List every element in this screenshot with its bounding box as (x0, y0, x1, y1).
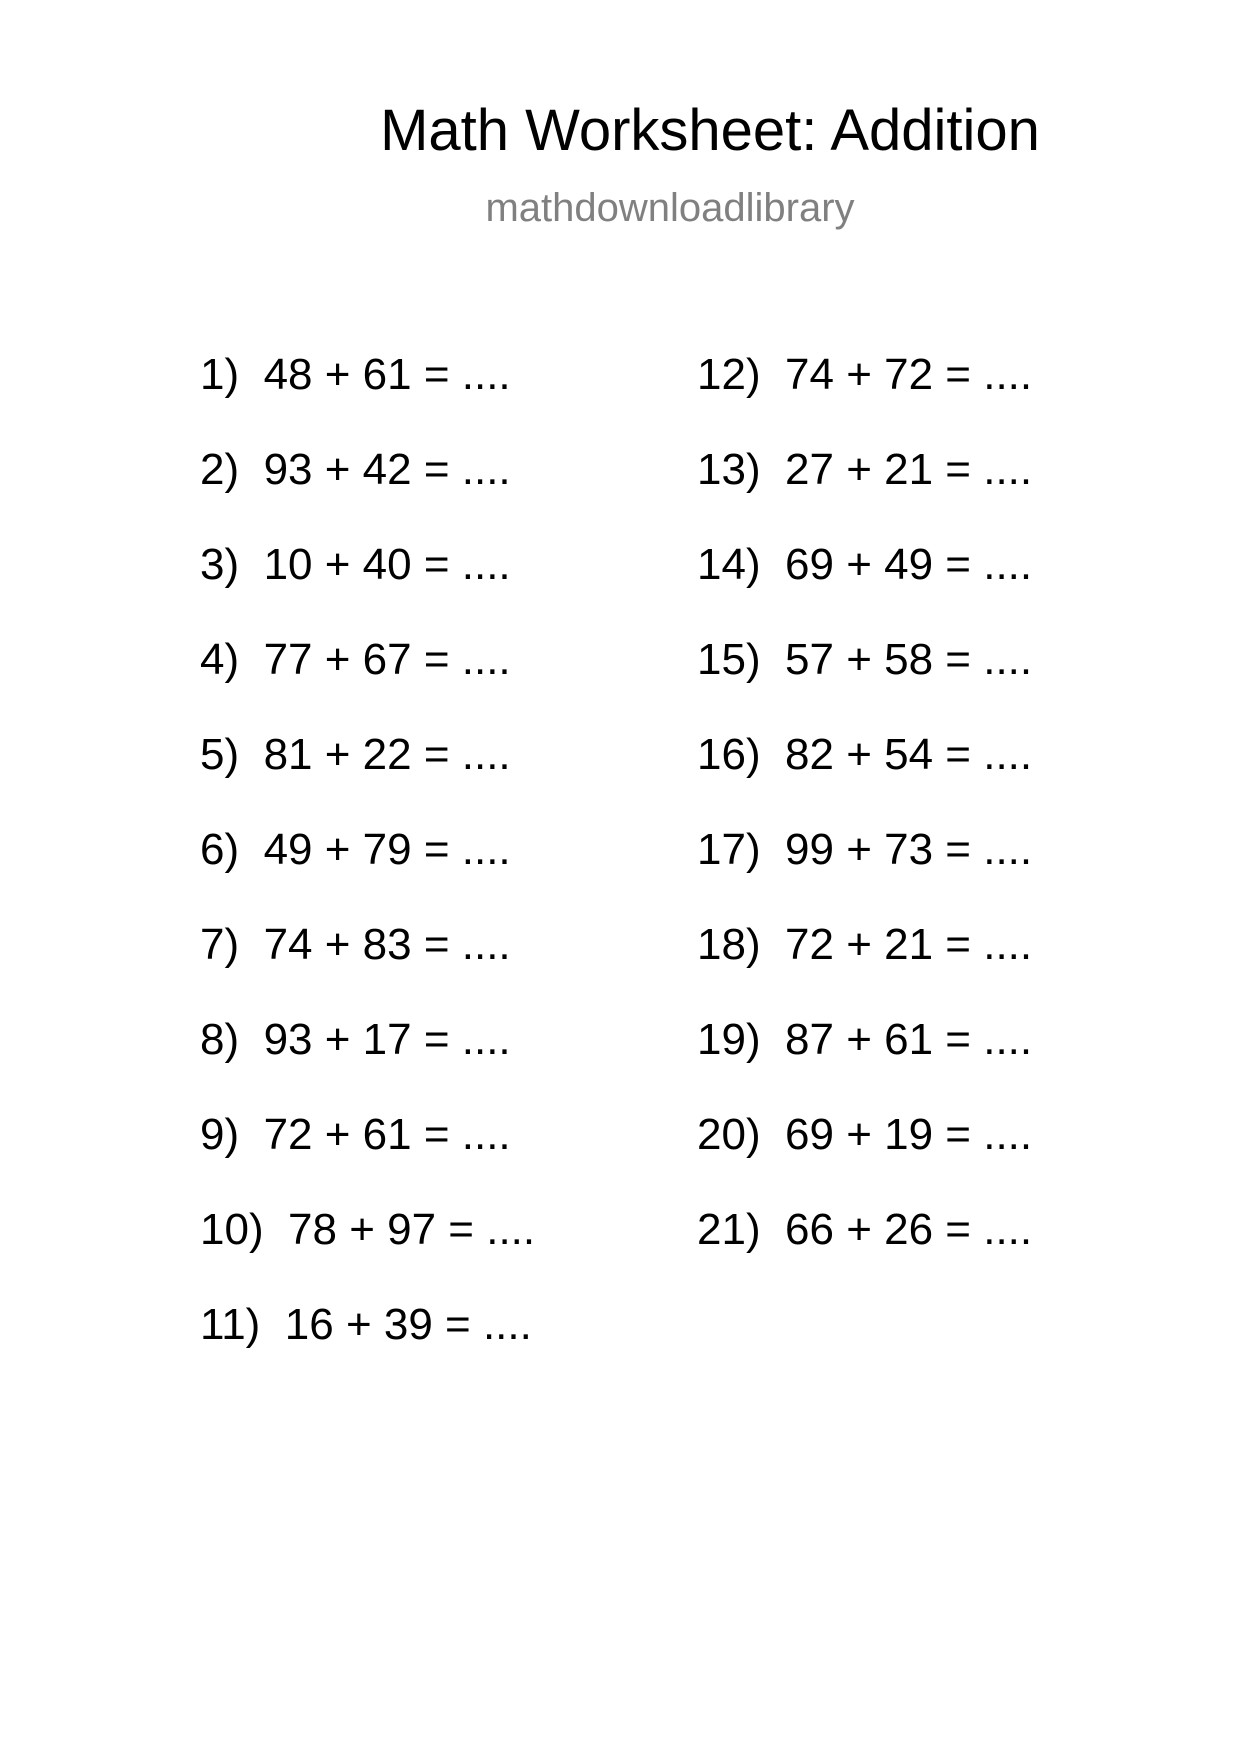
problem-item: 21) 66 + 26 = .... (697, 1205, 1033, 1254)
problem-item: 9) 72 + 61 = .... (200, 1110, 511, 1159)
problem-item: 20) 69 + 19 = .... (697, 1110, 1033, 1159)
problem-item: 3) 10 + 40 = .... (200, 540, 511, 589)
problem-item: 12) 74 + 72 = .... (697, 350, 1033, 399)
problem-item: 8) 93 + 17 = .... (200, 1015, 511, 1064)
problem-item: 11) 16 + 39 = .... (200, 1300, 532, 1349)
problem-item: 1) 48 + 61 = .... (200, 350, 511, 399)
problems-column-left (200, 345, 535, 1390)
problem-item: 18) 72 + 21 = .... (697, 920, 1033, 969)
problem-item: 2) 93 + 42 = .... (200, 445, 511, 494)
problem-item: 16) 82 + 54 = .... (697, 730, 1033, 779)
problem-item: 15) 57 + 58 = .... (697, 635, 1033, 684)
worksheet-title: Math Worksheet: Addition (380, 98, 1040, 163)
problems-column-right (697, 345, 1032, 1295)
problem-item: 5) 81 + 22 = .... (200, 730, 511, 779)
problem-item: 10) 78 + 97 = .... (200, 1205, 536, 1254)
problem-item: 13) 27 + 21 = .... (697, 445, 1033, 494)
problem-item: 19) 87 + 61 = .... (697, 1015, 1033, 1064)
worksheet-subtitle: mathdownloadlibrary (485, 186, 855, 230)
problem-item: 6) 49 + 79 = .... (200, 825, 511, 874)
problem-item: 7) 74 + 83 = .... (200, 920, 511, 969)
problem-item: 17) 99 + 73 = .... (697, 825, 1033, 874)
problem-item: 4) 77 + 67 = .... (200, 635, 511, 684)
problem-item: 14) 69 + 49 = .... (697, 540, 1033, 589)
